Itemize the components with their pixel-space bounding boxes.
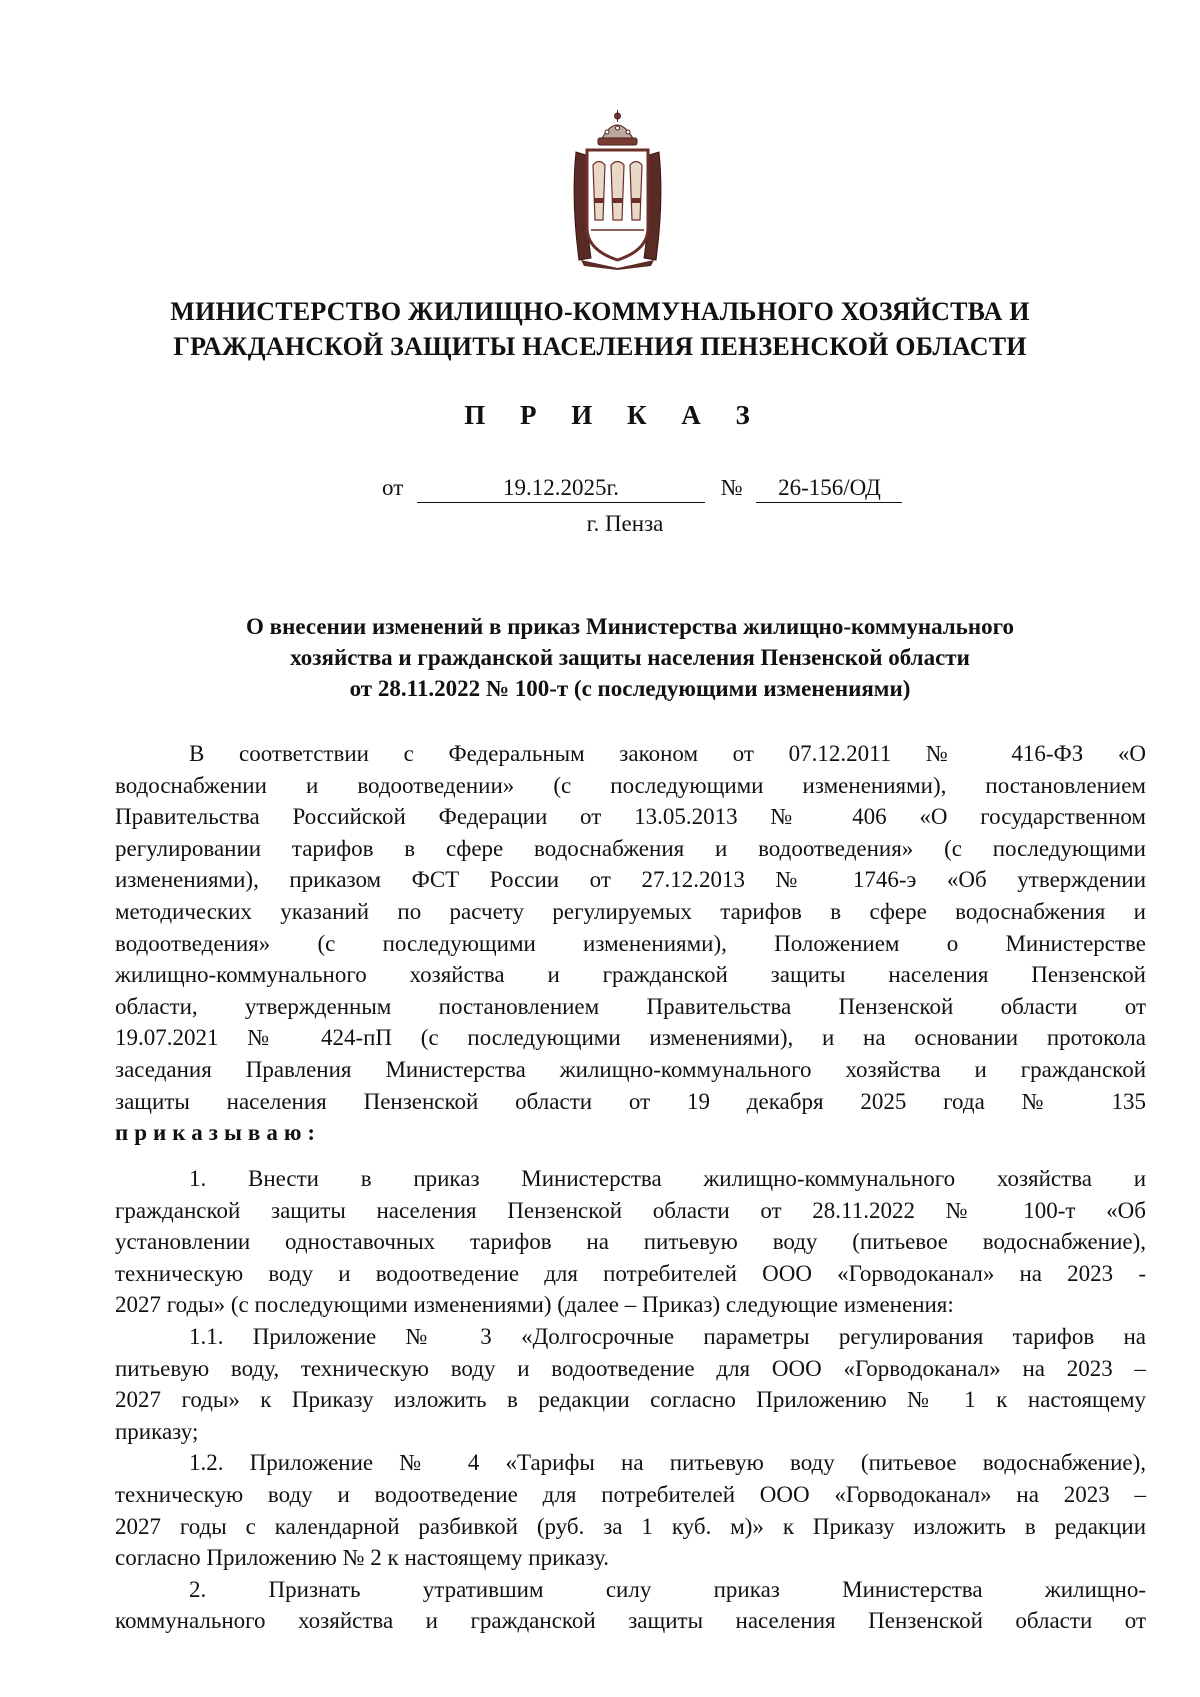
item-1-1-line: приказу; — [115, 1418, 199, 1444]
subject-line3: от 28.11.2022 № 100-т (с последующими изменениями) — [349, 676, 911, 701]
preamble-line: В соответствии с Федеральным законом от 07.12.2011 № 416-ФЗ «О — [189, 741, 1146, 766]
item-1-1-line: 1.1. Приложение № 3 «Долгосрочные параметры регулирования тарифов на — [189, 1323, 1146, 1349]
preamble-line: изменениями), приказом ФСТ России от 27.12.2013 № 1746-э «Об утверждении — [115, 867, 1146, 893]
preamble — [115, 738, 1146, 1149]
item-1-line: 1. Внести в приказ Министерства жилищно-коммунального хозяйства и — [189, 1166, 1146, 1191]
item-1-2-line: 1.2. Приложение № 4 «Тарифы на питьевую воду (питьевое водоснабжение), — [189, 1450, 1146, 1476]
item-1-2-line: 2027 годы с календарной разбивкой (руб. за 1 куб. м)» к Приказу изложить в редакции — [115, 1513, 1146, 1539]
item-1-1-line: питьевую воду, техническую воду и водоотведение для ООО «Горводоканал» на 2023 – — [115, 1355, 1146, 1381]
ministry-name — [0, 294, 1200, 364]
item-1-line: гражданской защиты населения Пензенской области от 28.11.2022 № 100-т «Об — [115, 1197, 1146, 1223]
item-1-2-line: согласно Приложению № 2 к настоящему приказу. — [115, 1545, 610, 1571]
item-2-line: 2. Признать утратившим силу приказ Министерства жилищно- — [189, 1576, 1146, 1602]
item-2-line: коммунального хозяйства и гражданской защиты населения Пензенской области от — [115, 1608, 1146, 1634]
preamble-line: заседания Правления Министерства жилищно-коммунального хозяйства и гражданской — [115, 1056, 1146, 1082]
item-1-line: 2027 годы» (с последующими изменениями) (далее – Приказ) следующие изменения: — [115, 1292, 954, 1318]
preamble-line: регулировании тарифов в сфере водоснабжения и водоотведения» (с последующими — [115, 835, 1146, 861]
item-1-line: установлении одноставочных тарифов на питьевую воду (питьевое водоснабжение), — [115, 1229, 1146, 1255]
preamble-line: области, утвержденным постановлением Правительства Пензенской области от — [115, 993, 1146, 1019]
preamble-line: методических указаний по расчету регулируемых тарифов в сфере водоснабжения и — [115, 898, 1146, 924]
number-label: № — [720, 475, 743, 500]
preamble-line: Правительства Российской Федерации от 13.05.2013 № 406 «О государственном — [115, 804, 1146, 830]
document-type: П Р И К А З — [464, 400, 764, 430]
item-1-line: техническую воду и водоотведение для потребителей ООО «Горводоканал» на 2023 - — [115, 1260, 1146, 1286]
preamble-line: водоотведения» (с последующими изменениями), Положением о Министерстве — [115, 930, 1146, 956]
item-1-2-line: техническую воду и водоотведение для потребителей ООО «Горводоканал» на 2023 – — [115, 1481, 1146, 1507]
preamble-line: жилищно-коммунального хозяйства и гражданской защиты населения Пензенской — [115, 962, 1146, 988]
ministry-name-line1: МИНИСТЕРСТВО ЖИЛИЩНО-КОММУНАЛЬНОГО ХОЗЯЙСТВА И — [170, 297, 1030, 326]
subject-line1: О внесении изменений в приказ Министерства жилищно-коммунального — [246, 614, 1014, 639]
preamble-line: 19.07.2021 № 424-пП (с последующими изменениями), и на основании протокола — [115, 1025, 1146, 1051]
preamble-line: защиты населения Пензенской области от 19 декабря 2025 года № 135 — [115, 1088, 1146, 1114]
city: г. Пенза — [586, 511, 664, 536]
document-subject — [0, 611, 1200, 704]
date-number-line — [382, 473, 902, 503]
number-value: 26-156/ОД — [756, 474, 902, 503]
ministry-name-line2: ГРАЖДАНСКОЙ ЗАЩИТЫ НАСЕЛЕНИЯ ПЕНЗЕНСКОЙ ОБЛАСТИ — [173, 332, 1027, 361]
item-1-1-line: 2027 годы» к Приказу изложить в редакции согласно Приложению № 1 к настоящему — [115, 1387, 1146, 1413]
date-value: 19.12.2025г. — [417, 474, 705, 503]
date-label: от — [382, 475, 404, 500]
coat-of-arms-icon — [571, 110, 664, 270]
order-word: приказываю: — [115, 1120, 322, 1146]
order-items — [115, 1163, 1146, 1637]
subject-line2: хозяйства и гражданской защиты населения Пензенской области — [290, 645, 970, 670]
preamble-line: водоснабжении и водоотведении» (с последующими изменениями), постановлением — [115, 772, 1146, 798]
